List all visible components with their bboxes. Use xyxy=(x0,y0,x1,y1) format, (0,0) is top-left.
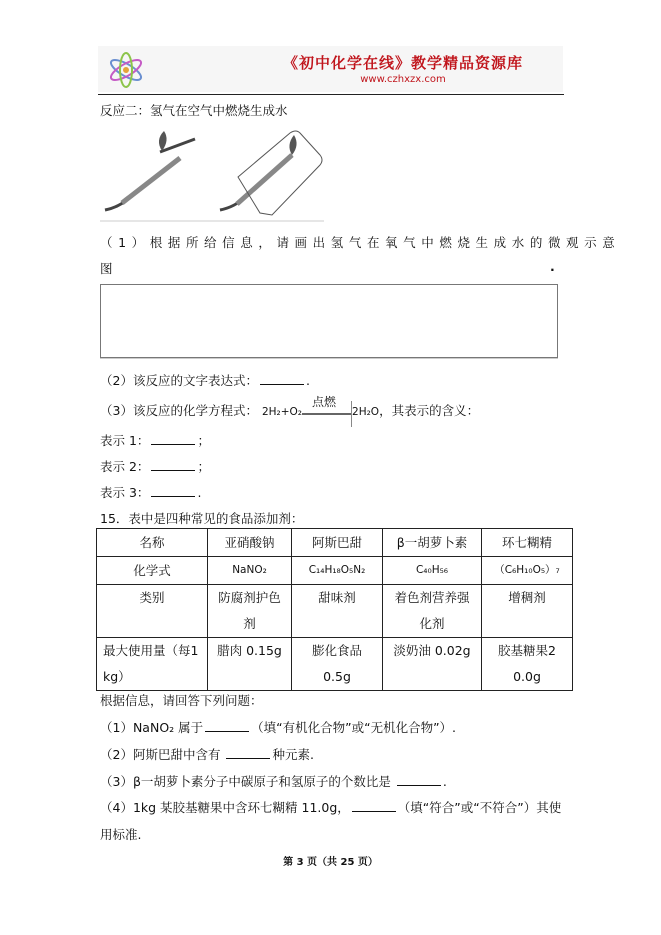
table-cell: 甜味剂 xyxy=(292,585,383,638)
question-3-suffix: ，其表示的含义： xyxy=(379,403,480,418)
reaction-title: 反应二：氢气在空气中燃烧生成水 xyxy=(100,103,288,118)
page-header-banner xyxy=(98,46,563,92)
hydrogen-burning-illustration xyxy=(100,125,324,223)
answer-blank[interactable] xyxy=(397,773,441,786)
question-suffix: 种元素. xyxy=(272,747,314,762)
table-cell: 亚硝酸钠 xyxy=(208,529,292,557)
answer-question-2 xyxy=(100,745,314,763)
question-prefix: （2）阿斯巴甜中含有 xyxy=(100,747,221,762)
questions-intro: 根据信息，请回答下列问题： xyxy=(100,693,263,708)
question-2-suffix: . xyxy=(305,373,310,388)
table-cell: β一胡萝卜素 xyxy=(383,529,482,557)
question-2-prefix: （2）该反应的文字表达式： xyxy=(100,373,258,388)
meaning-label: 表示 1： xyxy=(100,433,150,448)
question-prefix: （3）β一胡萝卜素分子中碳原子和氢原子的个数比是 xyxy=(100,774,391,789)
food-additives-table xyxy=(96,528,573,691)
table-cell: 增稠剂 xyxy=(482,585,573,638)
table-row xyxy=(97,638,573,691)
table-cell: C₁₄H₁₈O₅N₂ xyxy=(292,557,383,585)
meaning-end: . xyxy=(197,485,202,500)
table-row xyxy=(97,585,573,638)
question-suffix: . xyxy=(442,774,447,789)
table-cell: 最大使用量（每1kg） xyxy=(97,638,208,691)
equation-product: 2H₂O xyxy=(352,406,380,418)
table-cell: 着色剂营养强化剂 xyxy=(383,585,482,638)
question-2 xyxy=(100,371,310,389)
answer-blank[interactable] xyxy=(352,799,396,812)
question-prefix: （1）NaNO₂ 属于 xyxy=(100,720,204,735)
table-cell: 名称 xyxy=(97,529,208,557)
equation-reactants: 2H₂+O₂ xyxy=(261,406,303,418)
table-cell: 化学式 xyxy=(97,557,208,585)
table-row xyxy=(97,529,573,557)
page-footer: 第 3 页（共 25 页） xyxy=(283,857,378,868)
table-cell: NaNO₂ xyxy=(208,557,292,585)
meaning-3 xyxy=(100,483,201,501)
table-cell: （C₆H₁₀O₅）₇ xyxy=(482,557,573,585)
meaning-label: 表示 3： xyxy=(100,485,150,500)
answer-question-1 xyxy=(100,718,456,736)
answer-question-4-cont: 用标准. xyxy=(100,827,142,842)
header-url: www.czhxzx.com xyxy=(360,74,446,85)
table-cell: 类别 xyxy=(97,585,208,638)
question-suffix: （填“有机化合物”或“无机化合物”）. xyxy=(251,720,457,735)
answer-question-3 xyxy=(100,772,447,790)
answer-blank[interactable] xyxy=(151,484,195,497)
meaning-label: 表示 2： xyxy=(100,459,150,474)
table-row xyxy=(97,557,573,585)
answer-blank[interactable] xyxy=(226,746,270,759)
table-cell: 膨化食品0.5g xyxy=(292,638,383,691)
meaning-end: ； xyxy=(197,433,210,448)
header-title: 《初中化学在线》教学精品资源库 xyxy=(282,54,523,72)
table-cell: 腊肉 0.15g xyxy=(208,638,292,691)
meaning-end: ； xyxy=(197,459,210,474)
question-1-text: （1）根据所给信息，请画出氢气在氧气中燃烧生成水的微观示意 xyxy=(100,235,621,250)
drawing-answer-box[interactable] xyxy=(100,284,558,358)
table-cell: 防腐剂护色剂 xyxy=(208,585,292,638)
answer-blank[interactable] xyxy=(260,372,304,385)
answer-blank[interactable] xyxy=(205,719,249,732)
table-cell: 阿斯巴甜 xyxy=(292,529,383,557)
question-15-title: 15．表中是四种常见的食品添加剂： xyxy=(100,511,304,526)
table-cell: 胶基糖果20.0g xyxy=(482,638,573,691)
question-prefix: （4）1kg 某胶基糖果中含环七糊精 11.0g， xyxy=(100,800,350,815)
meaning-1 xyxy=(100,431,210,449)
question-3 xyxy=(100,395,480,419)
question-3-prefix: （3）该反应的化学方程式： xyxy=(100,403,258,418)
atom-logo-icon xyxy=(106,50,146,90)
question-suffix: （填“符合”或“不符合”）其使 xyxy=(397,800,562,815)
table-cell: 环七糊精 xyxy=(482,529,573,557)
header-divider xyxy=(98,94,564,95)
equation-condition: 点燃 xyxy=(312,395,337,409)
equation-arrow xyxy=(302,395,352,415)
table-cell: C₄₀H₅₆ xyxy=(383,557,482,585)
answer-blank[interactable] xyxy=(151,458,195,471)
question-1-end: . xyxy=(550,259,555,274)
table-cell: 淡奶油 0.02g xyxy=(383,638,482,691)
meaning-2 xyxy=(100,457,210,475)
cursor-line xyxy=(351,401,352,427)
answer-blank[interactable] xyxy=(151,432,195,445)
answer-question-4 xyxy=(100,798,561,816)
question-1-text-cont: 图 xyxy=(100,261,113,276)
